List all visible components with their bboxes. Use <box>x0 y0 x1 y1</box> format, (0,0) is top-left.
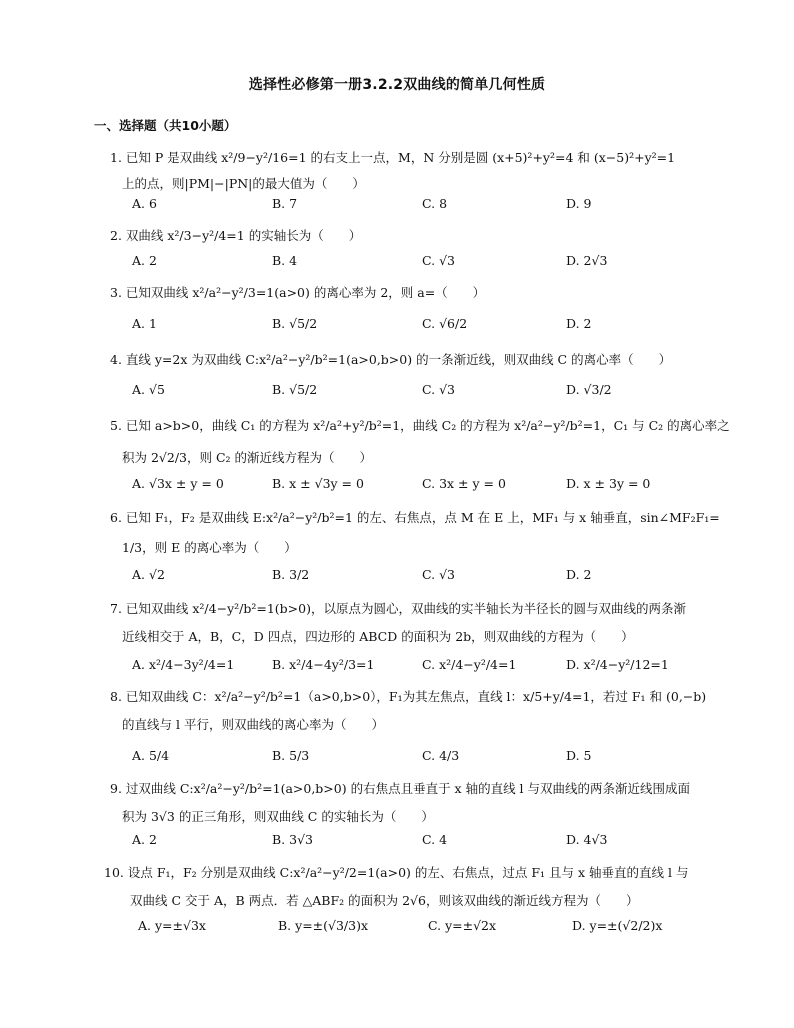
question-2 <box>110 223 710 249</box>
option-d: D. 5 <box>566 748 592 763</box>
option-a: A. x²/4−3y²/4=1 <box>132 657 235 672</box>
option-b: B. 4 <box>272 253 298 268</box>
question-9-line-2: 积为 3√3 的正三角形，则双曲线 C 的实轴长为（ ） <box>122 809 434 824</box>
question-5-line-2: 积为 2√2/3，则 C₂ 的渐近线方程为（ ） <box>122 450 373 465</box>
option-a: A. 1 <box>132 316 157 331</box>
option-d: D. 2 <box>566 316 592 331</box>
question-9-line-1: 9. 过双曲线 C:x²/a²−y²/b²=1(a>0,b>0) 的右焦点且垂直于 x 轴的直线 l 与双曲线的两条渐近线围成面 <box>110 781 691 796</box>
option-d: D. x²/4−y²/12=1 <box>566 657 669 672</box>
option-d: D. √3/2 <box>566 382 612 397</box>
question-8-line-2: 的直线与 l 平行，则双曲线的离心率为（ ） <box>122 717 384 732</box>
question-10-options <box>138 918 698 940</box>
option-b: B. √5/2 <box>272 316 318 331</box>
option-d: D. 9 <box>566 196 592 211</box>
question-10-line-1: 10. 设点 F₁，F₂ 分别是双曲线 C:x²/a²−y²/2=1(a>0) 的左、右焦点，过点 F₁ 且与 x 轴垂直的直线 l 与 <box>104 865 689 880</box>
question-7-line-2: 近线相交于 A，B，C，D 四点，四边形的 ABCD 的面积为 2b，则双曲线的方程为（ ） <box>122 629 634 644</box>
question-6-line-1: 6. 已知 F₁，F₂ 是双曲线 E:x²/a²−y²/b²=1 的左、右焦点，点 M 在 E 上，MF₁ 与 x 轴垂直，sin∠MF₂F₁= <box>110 510 720 525</box>
question-7 <box>110 596 710 650</box>
question-2-line-1: 2. 双曲线 x²/3−y²/4=1 的实轴长为（ ） <box>110 228 362 243</box>
option-a: A. 2 <box>132 253 157 268</box>
question-1-line-1: 1. 已知 P 是双曲线 x²/9−y²/16=1 的右支上一点，M，N 分别是圆 (x+5)²+y²=4 和 (x−5)²+y²=1 <box>110 150 676 165</box>
option-c: C. √6/2 <box>422 316 468 331</box>
option-d: D. 4√3 <box>566 832 608 847</box>
option-c: C. √3 <box>422 567 455 582</box>
option-b: B. x ± √3y = 0 <box>272 476 364 491</box>
option-d: D. y=±(√2/2)x <box>572 918 663 933</box>
question-5 <box>110 413 730 471</box>
question-7-options <box>132 657 692 679</box>
option-c: C. 4 <box>422 832 448 847</box>
option-a: A. √5 <box>132 382 165 397</box>
option-c: C. 4/3 <box>422 748 460 763</box>
question-8-options <box>132 748 692 770</box>
question-4-options <box>132 382 692 404</box>
question-3-options <box>132 316 692 338</box>
question-5-line-1: 5. 已知 a>b>0，曲线 C₁ 的方程为 x²/a²+y²/b²=1，曲线 C₂ 的方程为 x²/a²−y²/b²=1，C₁ 与 C₂ 的离心率之 <box>110 418 730 433</box>
option-b: B. √5/2 <box>272 382 318 397</box>
section-heading: 一、选择题（共10小题） <box>94 118 237 133</box>
question-9-options <box>132 832 692 854</box>
option-d: D. x ± 3y = 0 <box>566 476 651 491</box>
option-c: C. y=±√2x <box>428 918 497 933</box>
question-1-line-2: 上的点，则|PM|−|PN|的最大值为（ ） <box>122 176 365 191</box>
question-4-line-1: 4. 直线 y=2x 为双曲线 C:x²/a²−y²/b²=1(a>0,b>0) 的一条渐近线，则双曲线 C 的离心率（ ） <box>110 352 672 367</box>
question-5-options <box>132 476 692 498</box>
option-a: A. √3x ± y = 0 <box>132 476 224 491</box>
option-b: B. 3√3 <box>272 832 314 847</box>
question-9 <box>110 776 710 830</box>
question-6-options <box>132 567 692 589</box>
question-8 <box>110 684 710 738</box>
option-b: B. 5/3 <box>272 748 310 763</box>
option-c: C. 8 <box>422 196 448 211</box>
option-a: A. 5/4 <box>132 748 170 763</box>
question-3 <box>110 280 710 306</box>
question-6 <box>110 505 720 561</box>
option-b: B. 3/2 <box>272 567 310 582</box>
option-a: A. √2 <box>132 567 165 582</box>
page-title: 选择性必修第一册3.2.2双曲线的简单几何性质 <box>248 77 546 93</box>
option-c: C. x²/4−y²/4=1 <box>422 657 517 672</box>
option-b: B. 7 <box>272 196 298 211</box>
option-d: D. 2√3 <box>566 253 608 268</box>
option-a: A. 6 <box>132 196 157 211</box>
question-4 <box>110 347 710 373</box>
option-b: B. y=±(√3/3)x <box>278 918 369 933</box>
option-a: A. y=±√3x <box>138 918 206 933</box>
question-1 <box>110 145 710 197</box>
question-10 <box>104 860 724 914</box>
question-3-line-1: 3. 已知双曲线 x²/a²−y²/3=1(a>0) 的离心率为 2，则 a=（ ） <box>110 285 486 300</box>
question-8-line-1: 8. 已知双曲线 C：x²/a²−y²/b²=1（a>0,b>0），F₁为其左焦点，直线 l：x/5+y/4=1，若过 F₁ 和 (0,−b) <box>110 689 707 704</box>
option-d: D. 2 <box>566 567 592 582</box>
question-10-line-2: 双曲线 C 交于 A，B 两点．若 △ABF₂ 的面积为 2√6，则该双曲线的渐近线方程为（ ） <box>130 893 639 908</box>
option-c: C. √3 <box>422 253 455 268</box>
question-1-options <box>132 196 692 218</box>
question-2-options <box>132 253 692 275</box>
question-6-line-2: 1/3，则 E 的离心率为（ ） <box>122 540 297 555</box>
option-a: A. 2 <box>132 832 157 847</box>
option-c: C. √3 <box>422 382 455 397</box>
question-7-line-1: 7. 已知双曲线 x²/4−y²/b²=1(b>0)，以原点为圆心，双曲线的实半轴长为半径长的圆与双曲线的两条渐 <box>110 601 686 616</box>
option-b: B. x²/4−4y²/3=1 <box>272 657 375 672</box>
option-c: C. 3x ± y = 0 <box>422 476 506 491</box>
